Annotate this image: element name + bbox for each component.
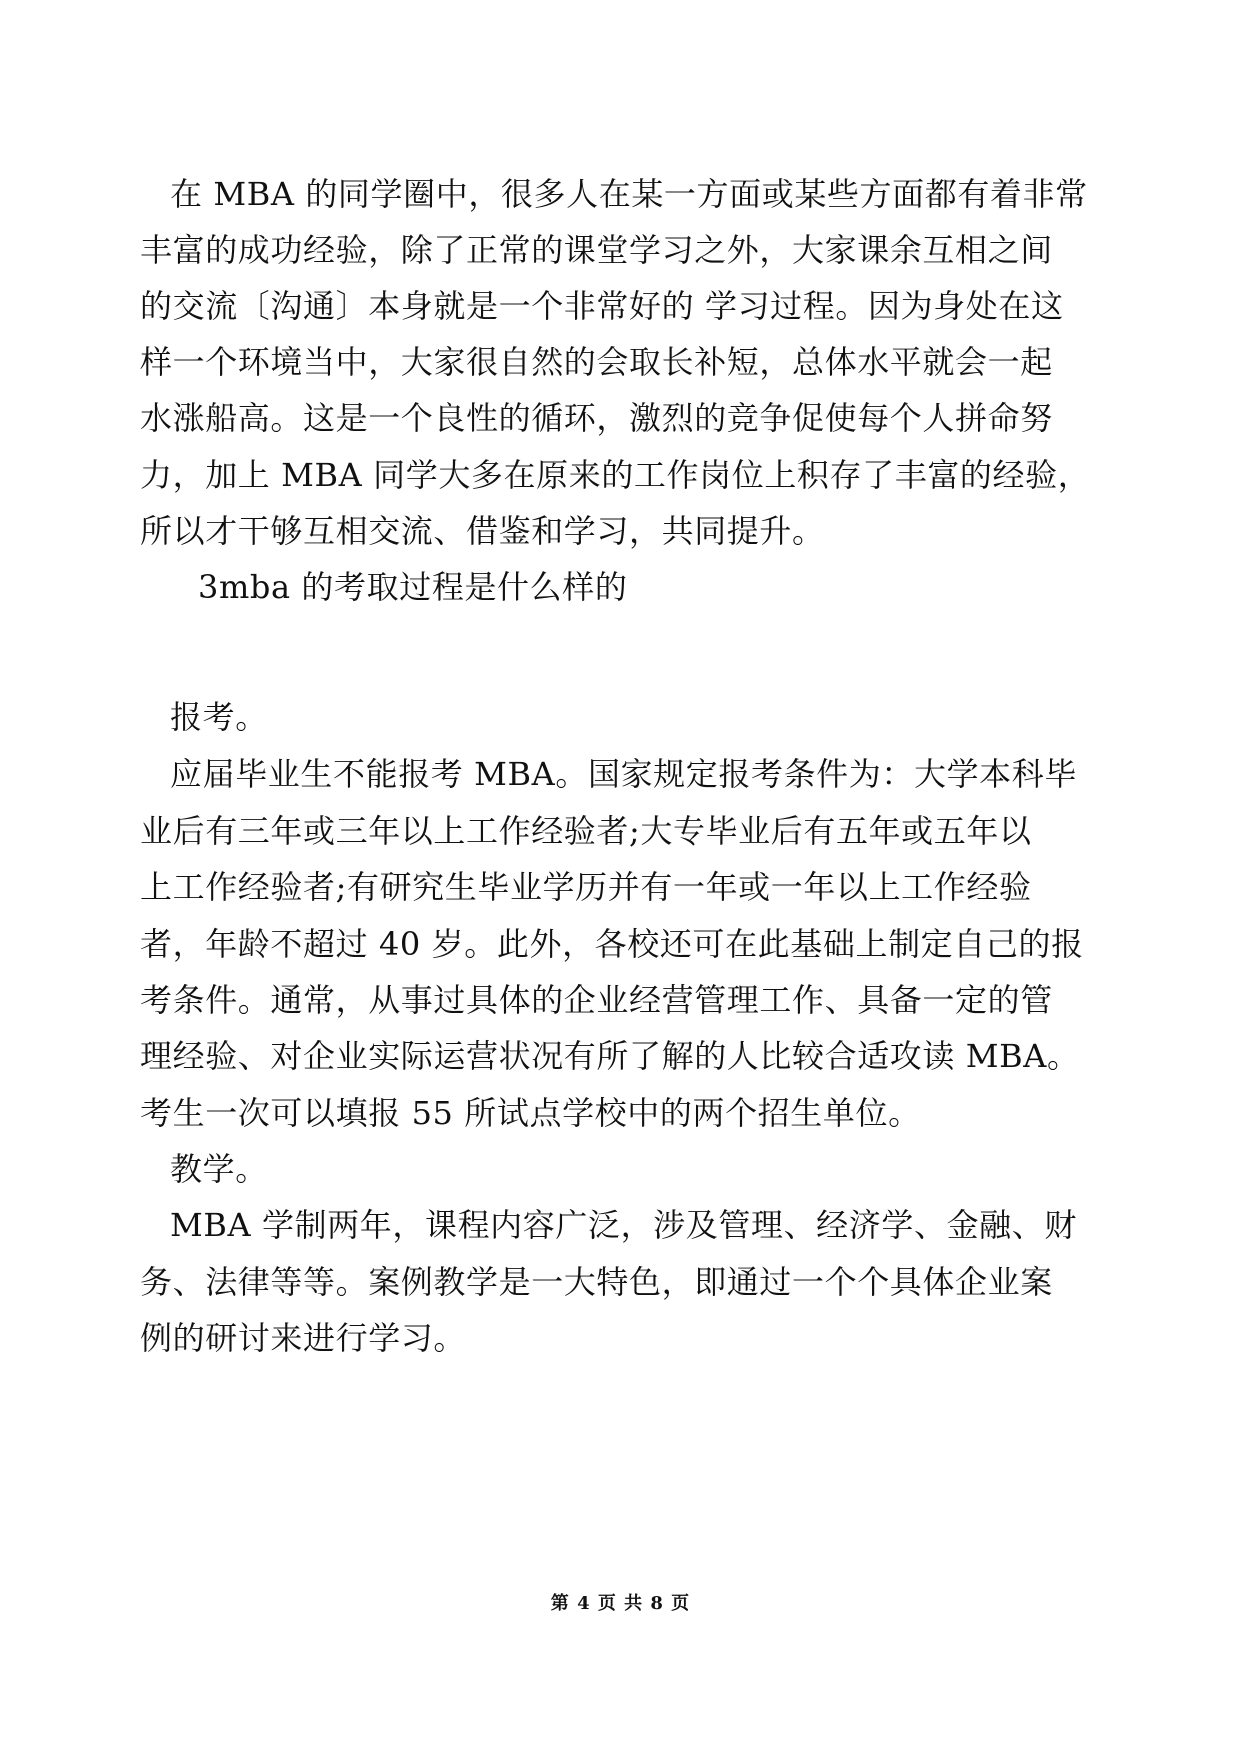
subheading: 教学。 <box>170 1150 268 1188</box>
paragraph-line: 力，加上 MBA 同学大多在原来的工作岗位上积存了丰富的经验， <box>140 456 1091 494</box>
paragraph-line: 理经验、对企业实际运营状况有所了解的人比较合适攻读 MBA。 <box>140 1037 1080 1075</box>
paragraph-line: 在 MBA 的同学圈中，很多人在某一方面或某些方面都有着非常 <box>170 175 1088 213</box>
paragraph-line: 考条件。通常，从事过具体的企业经营管理工作、具备一定的管 <box>140 981 1053 1019</box>
paragraph-line: 所以才干够互相交流、借鉴和学习，共同提升。 <box>140 512 825 550</box>
paragraph-line: 考生一次可以填报 55 所试点学校中的两个招生单位。 <box>140 1094 921 1132</box>
paragraph-line: 者，年龄不超过 40 岁。此外，各校还可在此基础上制定自己的报 <box>140 925 1084 963</box>
paragraph-line: 例的研讨来进行学习。 <box>140 1319 467 1357</box>
paragraph-line: 样一个环境当中，大家很自然的会取长补短，总体水平就会一起 <box>140 343 1053 381</box>
paragraph-line: 应届毕业生不能报考 MBA。国家规定报考条件为：大学本科毕 <box>170 755 1077 793</box>
paragraph-line: 丰富的成功经验，除了正常的课堂学习之外，大家课余互相之间 <box>140 231 1053 269</box>
section-heading: 3mba 的考取过程是什么样的 <box>198 568 628 606</box>
paragraph-line: MBA 学制两年，课程内容广泛，涉及管理、经济学、金融、财 <box>170 1206 1077 1244</box>
subheading: 报考。 <box>170 698 268 736</box>
paragraph-line: 上工作经验者;有研究生毕业学历并有一年或一年以上工作经验 <box>140 868 1032 906</box>
paragraph-line: 业后有三年或三年以上工作经验者;大专毕业后有五年或五年以 <box>140 812 1032 850</box>
paragraph-line: 水涨船高。这是一个良性的循环，激烈的竞争促使每个人拼命努 <box>140 399 1053 437</box>
page-number-footer: 第 4 页 共 8 页 <box>550 1593 691 1614</box>
paragraph-line: 的交流〔沟通〕本身就是一个非常好的 学习过程。因为身处在这 <box>140 287 1064 325</box>
paragraph-line: 务、法律等等。案例教学是一大特色，即通过一个个具体企业案 <box>140 1263 1053 1301</box>
